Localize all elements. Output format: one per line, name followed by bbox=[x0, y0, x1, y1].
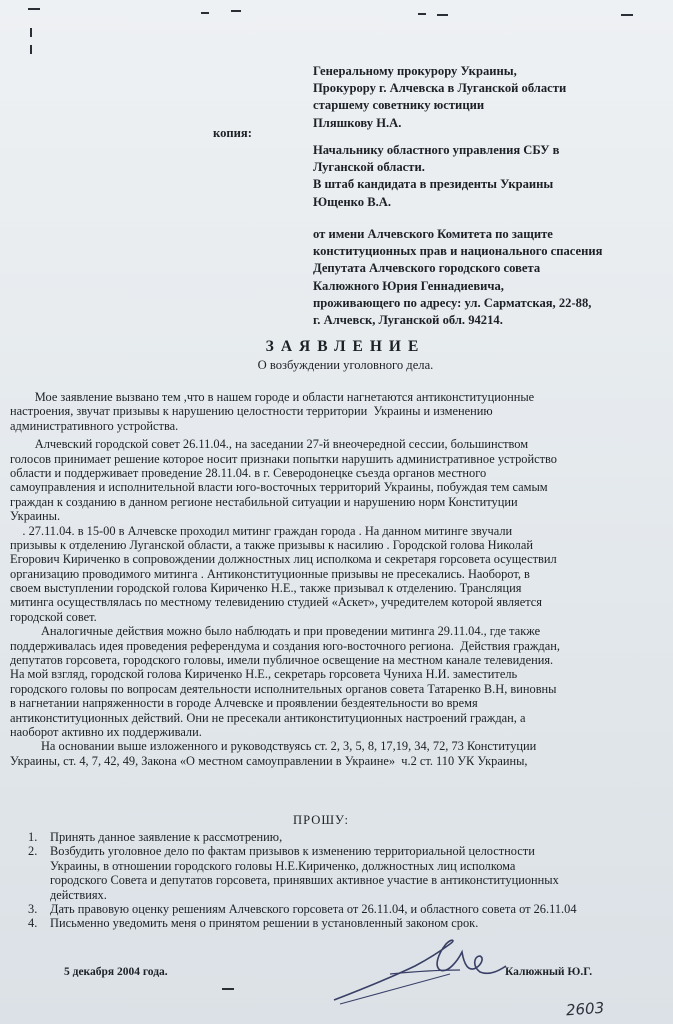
copy-label: копия: bbox=[213, 126, 252, 140]
scan-mark bbox=[28, 8, 40, 10]
scan-mark bbox=[621, 14, 633, 16]
request-number: 1. bbox=[28, 830, 38, 844]
body-line: антиконституционных действий. Они не пресекали антиконституционных настроений граждан, а bbox=[10, 710, 526, 725]
body-line: Мое заявление вызвано тем ,что в нашем городе и области нагнетаются антиконституционные bbox=[10, 390, 535, 404]
statement-body bbox=[10, 390, 650, 768]
body-line: голосов принимает решение которое носит признаки попытки нарушить административное устройство bbox=[10, 451, 557, 466]
request-text: Принять данное заявление к рассмотрению, bbox=[50, 830, 283, 844]
request-item bbox=[10, 830, 650, 844]
body-line: Аналогичные действия можно было наблюдать и при проведении митинга 29.11.04., где также bbox=[10, 624, 541, 639]
scan-mark bbox=[30, 28, 32, 37]
scan-mark bbox=[437, 14, 448, 16]
request-heading: ПРОШУ: bbox=[293, 813, 349, 827]
sender-line: Депутата Алчевского городского совета bbox=[313, 261, 541, 276]
scan-mark bbox=[231, 10, 241, 12]
body-line: На основании выше изложенного и руководствуясь ст. 2, 3, 5, 8, 17,19, 34, 72, 73 Конституции bbox=[10, 739, 537, 754]
scan-mark bbox=[222, 988, 234, 990]
body-line: призывы к отделению Луганской области, а также призывы к насилию . Городской голова Николай bbox=[10, 537, 533, 552]
recipient-line: Пляшкову Н.А. bbox=[313, 115, 402, 130]
body-line: наоборот активно их поддерживали. bbox=[10, 724, 202, 739]
body-line: граждан к созданию в данном регионе нестабильной ситуации и нарушению норм Конституции bbox=[10, 494, 518, 509]
sender-line: от имени Алчевского Комитета по защите bbox=[313, 227, 553, 241]
copy-recipient-line: Луганской области. bbox=[313, 160, 425, 175]
recipient-line: Генеральному прокурору Украины, bbox=[313, 64, 517, 78]
copy-recipient-line: В штаб кандидата в президенты Украины bbox=[313, 177, 554, 192]
body-line: городской совет. bbox=[10, 609, 97, 624]
body-line: . 27.11.04. в 15-00 в Алчевске проходил митинг граждан города . На данном митинге звучали bbox=[10, 523, 513, 538]
sender-block bbox=[313, 226, 602, 329]
request-item bbox=[10, 844, 650, 858]
request-number: 2. bbox=[28, 844, 38, 859]
request-list bbox=[10, 830, 650, 931]
sender-line: Калюжного Юрия Геннадиевича, bbox=[313, 278, 504, 293]
document-subtitle: О возбуждении уголовного дела. bbox=[257, 358, 434, 372]
document-title: ЗАЯВЛЕНИЕ bbox=[265, 338, 426, 355]
document-date: 5 декабря 2004 года. bbox=[64, 966, 168, 978]
body-line: На мой взгляд, городской голова Кириченко Н.Е., секретарь горсовета Чунихa Н.И. заместитель bbox=[10, 667, 518, 682]
sender-line: г. Алчевск, Луганской обл. 94214. bbox=[313, 313, 503, 328]
body-line: городского головы по вопросам деятельности исполнительных органов совета Татаренко В.Н, виновны bbox=[10, 681, 557, 696]
body-line: в нагнетании напряженности в городе Алчевске и проявлении бездеятельности во время bbox=[10, 696, 478, 711]
body-line: Украины. bbox=[10, 509, 61, 524]
recipients-block bbox=[313, 63, 566, 132]
body-line: административного устройства. bbox=[10, 418, 179, 433]
request-item: действиях. bbox=[50, 887, 107, 902]
recipient-line: Прокурору г. Алчевска в Луганской области bbox=[313, 81, 567, 96]
request-item bbox=[10, 916, 650, 930]
handwritten-signature bbox=[330, 930, 510, 1010]
request-number: 3. bbox=[28, 901, 38, 916]
request-text: Возбудить уголовное дело по фактам призывов к изменению территориальной целостности bbox=[50, 844, 535, 859]
sender-line: проживающего по адресу: ул. Сарматская, 22-88, bbox=[313, 295, 592, 310]
scan-mark bbox=[201, 12, 209, 14]
request-item: городского Совета и депутатов горсовета, принявших активное участие в антиконституционных bbox=[50, 873, 559, 888]
body-line: Егорович Кириченко в сопровождении должностных лиц исполкома и секретаря горсовета осуществил bbox=[10, 552, 557, 567]
body-line: настроения, звучат призывы к нарушению целостности территории Украины и изменению bbox=[10, 404, 493, 419]
request-number: 4. bbox=[28, 916, 38, 931]
recipient-line: старшему советнику юстиции bbox=[313, 98, 485, 113]
body-line: Алчевский городской совет 26.11.04., на заседании 27-й внеочередной сессии, большинством bbox=[10, 437, 529, 452]
request-text: Дать правовую оценку решениям Алчевского горсовета от 26.11.04, и областного совета от 26.11.04 bbox=[50, 901, 577, 916]
request-item bbox=[10, 902, 650, 916]
copy-recipient-line: Ющенко В.А. bbox=[313, 194, 391, 209]
scan-mark bbox=[30, 45, 32, 54]
body-line: депутатов горсовета, городского головы, имели публичное освещение на местном канале телевидения. bbox=[10, 653, 554, 668]
handwritten-number: 2603 bbox=[565, 998, 605, 1020]
signer-name: Калюжный Ю.Г. bbox=[505, 966, 593, 978]
body-line: самоуправления и исполнительной власти юго-восточных территорий Украины, побуждая тем самым bbox=[10, 480, 548, 495]
body-line: организацию проводимого митинга . Антиконституционные призывы не пресекались. Наоборот, в bbox=[10, 566, 530, 581]
body-line: поддерживалась идея проведения референдума и создания юго-восточного региона. Действия граждан, bbox=[10, 638, 560, 653]
request-text: Письменно уведомить меня о принятом решении в установленный законом срок. bbox=[50, 916, 479, 931]
copy-recipients-block bbox=[313, 142, 559, 211]
scan-mark bbox=[418, 13, 426, 15]
body-line: Украины, ст. 4, 7, 42, 49, Закона «О местном самоуправлении в Украине» ч.2 ст. 110 УК Украины, bbox=[10, 753, 528, 768]
body-line: области и поддерживает проведение 28.11.04. в г. Северодонецке съезда органов местного bbox=[10, 465, 487, 480]
body-line: митинга осуществлялась по местному телевидению студией «Аскет», учредителем которой является bbox=[10, 595, 542, 610]
request-item: Украины, в отношении городского головы Н.Е.Кириченко, должностных лиц исполкома bbox=[50, 858, 516, 873]
sender-line: конституционных прав и национального спасения bbox=[313, 244, 603, 259]
copy-recipient-line: Начальнику областного управления СБУ в bbox=[313, 143, 560, 157]
body-line: своем выступлении городской голова Кириченко Н.Е., также призывал к отделению. Трансляция bbox=[10, 581, 522, 596]
